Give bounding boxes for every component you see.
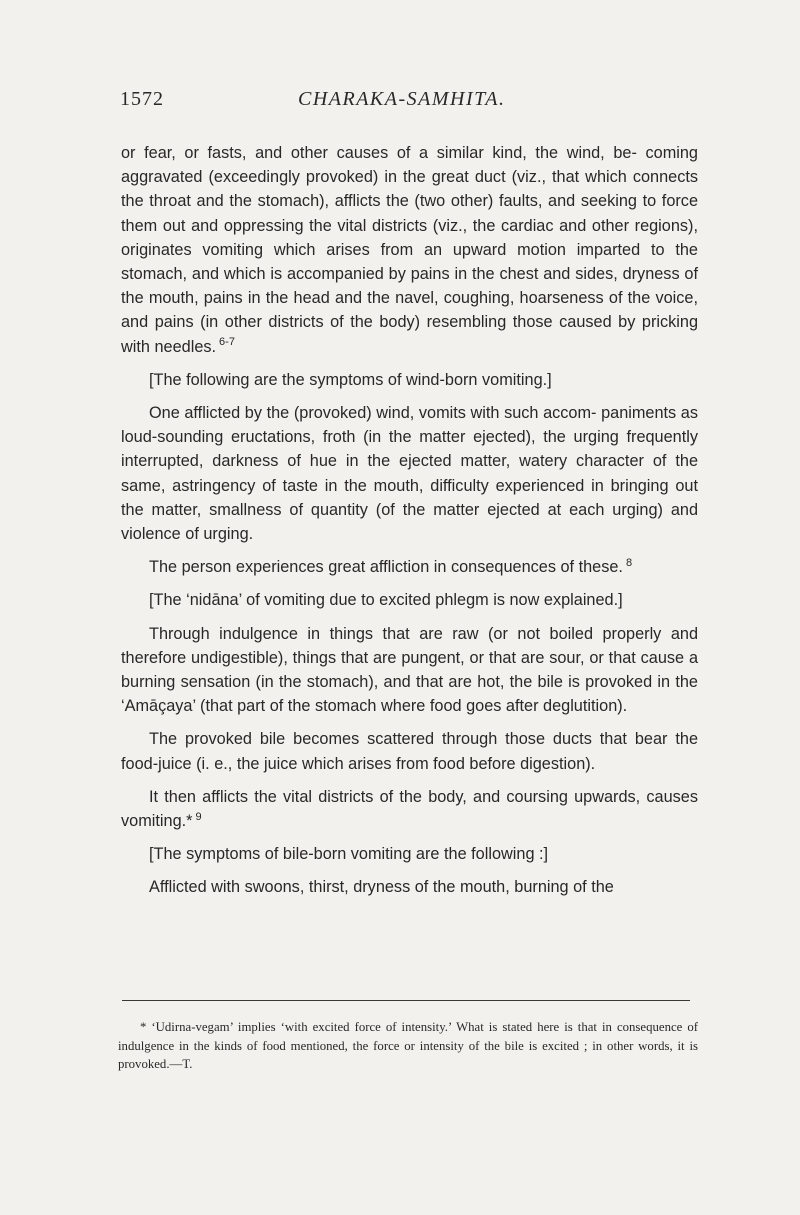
verse-number: 8 — [625, 556, 633, 569]
paragraph: It then afflicts the vital districts of the body, and coursing upwards, causes vomiting.* $^9$ — [121, 787, 698, 831]
paragraph: The person experiences great affliction in consequences of these. $^8$ — [149, 556, 633, 577]
paragraph: Afflicted with swoons, thirst, dryness of the mouth, burning of the — [149, 878, 614, 897]
paragraph: or fear, or fasts, and other causes of a similar kind, the wind, be- coming aggravated (exceedingly provoked) in the great duct (viz., that which connects the throat and the stomach), afflicts the (two other) faults, and seeking to force them out and oppressing the vital districts (viz., the cardiac and other regions), originates vomiting which arises from an upward motion imparted to the stomach, and which is accompanied by pains in the chest and sides, dryness of the mouth, pains in the head and the navel, coughing, hoarseness of the voice, and pains (in other districts of the body) resembling those caused by pricking with needles. $^{6-7}$ — [121, 144, 698, 356]
paragraph: Through indulgence in things that are raw (or not boiled properly and therefore undigestible), things that are pungent, or that are sour, or that cause a burning sensation (in the stomach), and that are hot, the bile is provoked in the ‘Amāçaya’ (that part of the stomach where food goes after deglutition). — [121, 624, 698, 716]
paragraph: [The following are the symptoms of wind-born vomiting.] — [149, 370, 552, 389]
page-number: 1572 — [120, 88, 164, 110]
paragraph: The provoked bile becomes scattered through those ducts that bear the food-juice (i. e., the juice which arises from food before digestion). — [121, 730, 698, 773]
verse-number: 9 — [195, 810, 202, 823]
verse-number: 6-7 — [219, 336, 235, 349]
body-text — [121, 141, 698, 900]
footnote: * ‘Udirna-vegam’ implies ‘with excited force of intensity.’ What is stated here is that in consequence of indulgence in the kinds of food mentioned, the force or intensity of the bile is excited ; in other words, it is provoked.—T. — [118, 1020, 698, 1072]
paragraph: [The ‘nidāna’ of vomiting due to excited phlegm is now explained.] — [149, 591, 623, 610]
running-title: CHARAKA-SAMHITA. — [298, 88, 506, 110]
paragraph: One afflicted by the (provoked) wind, vomits with such accom- paniments as loud-sounding eructations, froth (in the matter ejected), the urging frequently interrupted, darkness of hue in the ejected matter, watery character of the same, astringency of taste in the mouth, difficulty experienced in bringing out the matter, smallness of quantity (of the matter ejected at each urging) and violence of urging. — [121, 404, 698, 544]
footnote-divider — [122, 1000, 690, 1001]
page-header — [120, 88, 700, 118]
paragraph: [The symptoms of bile-born vomiting are the following :] — [149, 845, 549, 864]
